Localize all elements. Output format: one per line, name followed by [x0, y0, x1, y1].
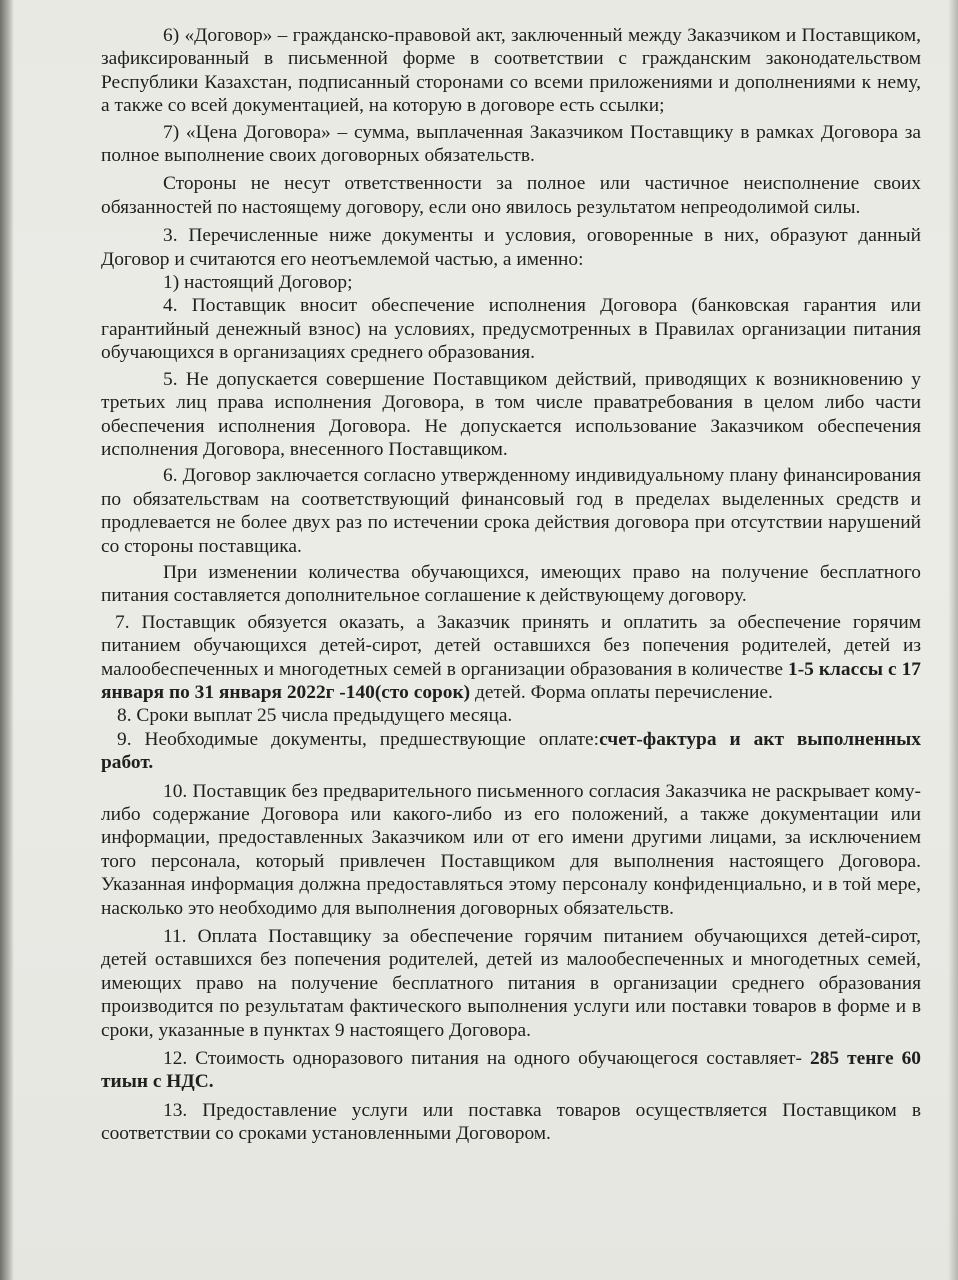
- paragraph-4-security: 4. Поставщик вносит обеспечение исполнения Договора (банковская гарантия или гарантийный денежный взнос) на условиях, предусмотренных в Правилах организации питания обучающихся в организациях среднего образования.: [101, 295, 921, 364]
- paragraph-6-financing: 6. Договор заключается согласно утвержденному индивидуальному плану финансирования по обязательствам на соответствующий финансовый год в пределах выделенных средств и продлевается не более двух раз по истечении срока действия договора при отсутствии нарушений со стороны поставщика.: [101, 465, 921, 557]
- document-body: [101, 24, 921, 1146]
- paragraph-9-text: 9. Необходимые документы, предшествующие оплате:: [117, 728, 600, 750]
- paragraph-8-payment-terms: 8. Сроки выплат 25 числа предыдущего месяца.: [117, 705, 513, 727]
- paragraph-11-payment: 11. Оплата Поставщику за обеспечение горячим питанием обучающихся детей-сирот, детей оставшихся без попечения родителей, детей из малообеспеченных и многодетных семей, имеющих право на получение бесплатного питания в организации среднего образования производится по результатам фактического выполнения услуги или поставки товаров в форме и в сроки, указанные в пунктах 9 настоящего Договора.: [101, 926, 921, 1041]
- paragraph-6-contract-definition: 6) «Договор» – гражданско-правовой акт, заключенный между Заказчиком и Поставщиком, зафиксированный в письменной форме в соответствии с гражданским законодательством Республики Казахстан, подписанный сторонами со всеми приложениями и дополнениями к нему, а также со всей документацией, на которую в договоре есть ссылки;: [101, 25, 921, 117]
- paragraph-12-meal-cost: [101, 1047, 921, 1094]
- paragraph-10-confidentiality: 10. Поставщик без предварительного письменного согласия Заказчика не раскрывает кому-либо содержание Договора или какого-либо из его положений, а также документации или информации, предоставленных Заказчиком или от его имени другими лицами, за исключением того персонала, который привлечен Поставщиком для выполнения настоящего Договора. Указанная информация должна предоставляться этому персоналу конфиденциально, и в той мере, насколько это необходимо для выполнения договорных обязательств.: [101, 780, 921, 919]
- page-edge-shadow: [0, 0, 14, 1280]
- paragraph-9-required-documents: [101, 728, 921, 775]
- paragraph-7-text-end: детей. Форма оплаты перечисление.: [470, 681, 773, 703]
- paragraph-12-text: 12. Стоимость одноразового питания на одного обучающегося составляет-: [163, 1048, 802, 1070]
- paragraph-7-text-start: 7. Поставщик обязуется оказать, а Заказчик принять и оплатить за обеспечение горячим питанием обучающихся детей-сирот, детей оставшихся без попечения родителей, детей из малообеспеченных и многодетных семей в организации образования в количестве: [101, 611, 921, 680]
- paragraph-7-obligations: [101, 611, 921, 705]
- paragraph-3-item-1: 1) настоящий Договор;: [163, 272, 353, 294]
- paragraph-7-contract-price: 7) «Цена Договора» – сумма, выплаченная Заказчиком Поставщику в рамках Договора за полное выполнение своих договорных обязательств.: [101, 121, 921, 167]
- paragraph-force-majeure: Стороны не несут ответственности за полное или частичное неисполнение своих обязанностей по настоящему договору, если оно явилось результатом непреодолимой силы.: [101, 173, 921, 218]
- paragraph-student-count-change: При изменении количества обучающихся, имеющих право на получение бесплатного питания составляется дополнительное соглашение к действующему договору.: [101, 561, 921, 607]
- paragraph-7-quantity-bold: 1-5 классы с 17 января по 31 января 2022г -140(сто сорок): [101, 658, 921, 703]
- paragraph-12-price-bold: 285 тенге 60 тиын с НДС.: [101, 1048, 921, 1093]
- paragraph-13-delivery: 13. Предоставление услуги или поставка товаров осуществляется Поставщиком в соответствии со сроками установленными Договором.: [101, 1099, 921, 1145]
- paragraph-9-documents-bold: счет-фактура и акт выполненных работ.: [101, 728, 921, 774]
- paragraph-5-restrictions: 5. Не допускается совершение Поставщиком действий, приводящих к возникновению у третьих лиц права исполнения Договора, в том числе праватребования в целом либо части обеспечения исполнения Договора. Не допускается использование Заказчиком обеспечения исполнения Договора, внесенного Поставщиком.: [101, 368, 921, 460]
- paragraph-3-documents: 3. Перечисленные ниже документы и условия, оговоренные в них, образуют данный Договор и считаются его неотъемлемой частью, а именно:: [101, 225, 921, 270]
- page-edge-shadow-right: [948, 0, 958, 1280]
